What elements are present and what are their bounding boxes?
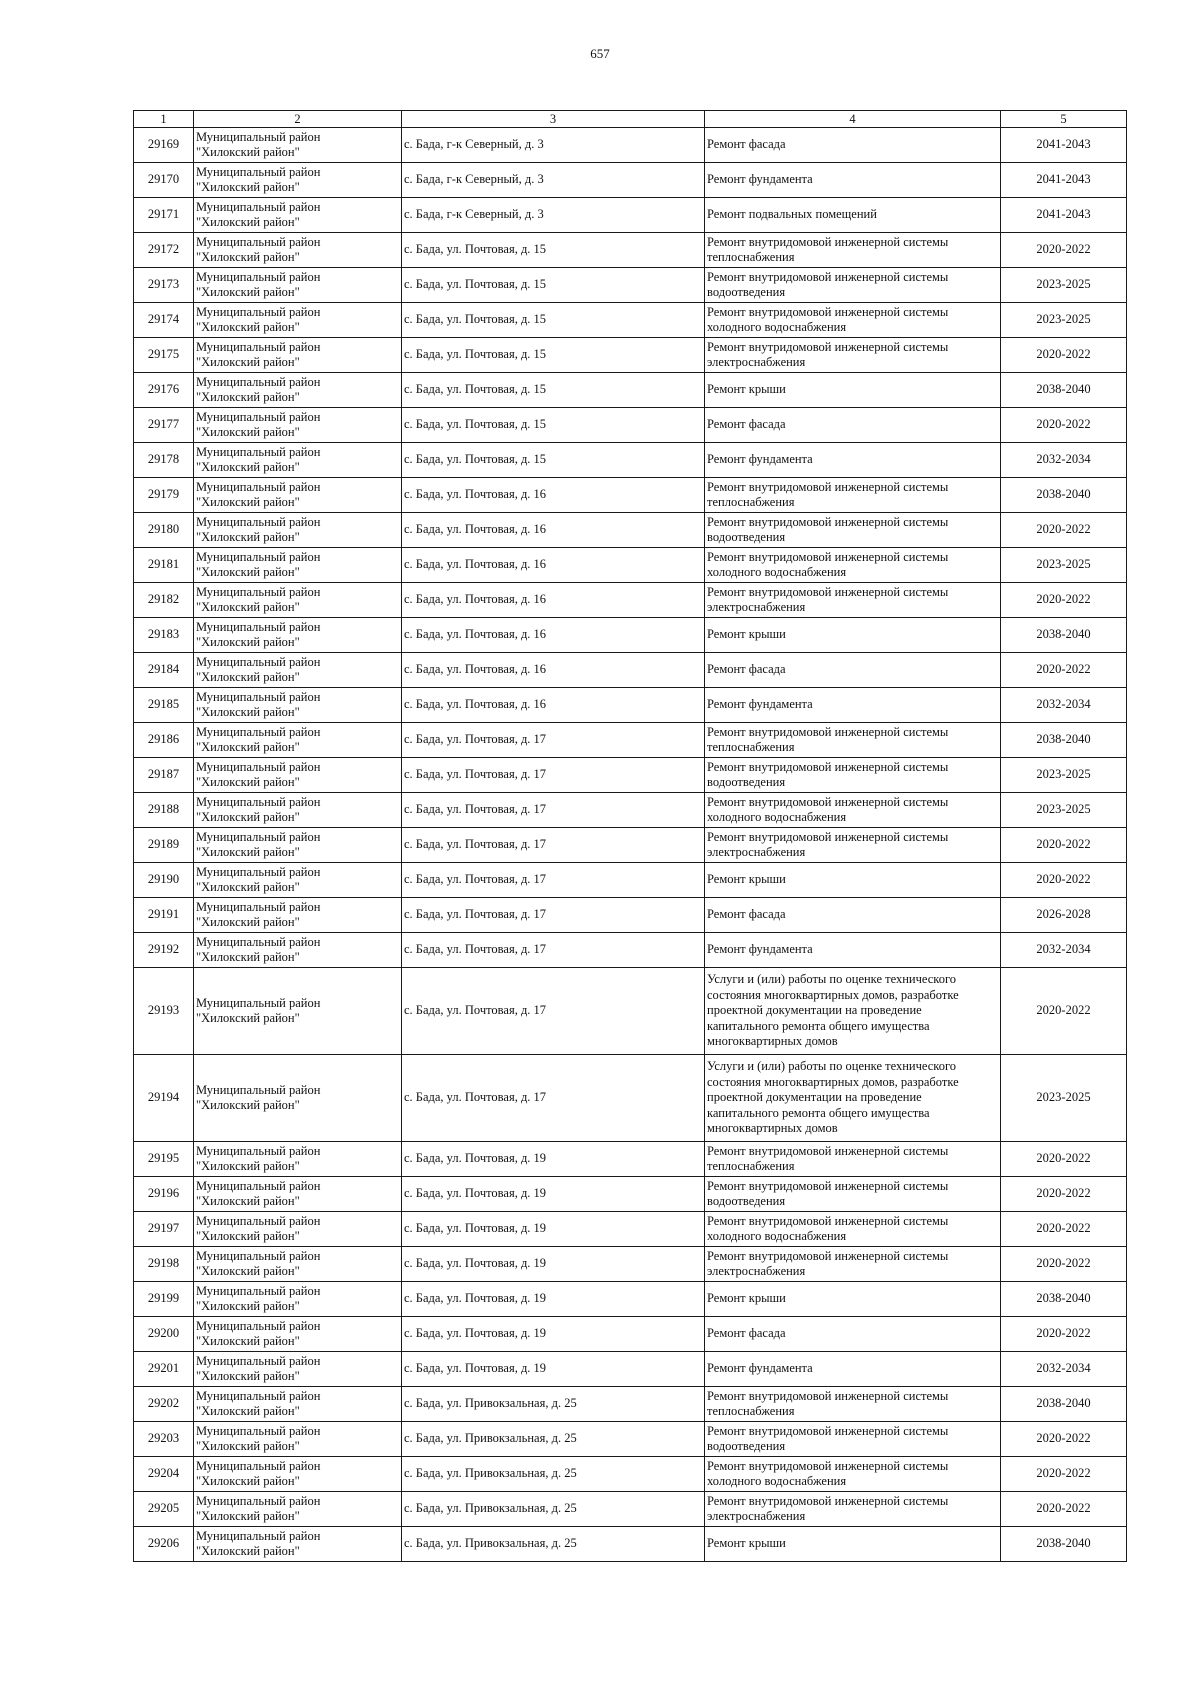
work-type-cell: Ремонт внутридомовой инженерной системы водоотведения [705,1422,1001,1457]
work-type-cell: Ремонт крыши [705,863,1001,898]
row-number-cell: 29191 [134,898,194,933]
municipality-cell: Муниципальный район "Хилокский район" [194,408,402,443]
work-type-cell: Ремонт внутридомовой инженерной системы холодного водоснабжения [705,303,1001,338]
row-number-cell: 29188 [134,793,194,828]
period-cell: 2038-2040 [1001,1527,1127,1562]
table-row [134,1212,1127,1247]
municipality-cell: Муниципальный район "Хилокский район" [194,373,402,408]
period-cell: 2020-2022 [1001,1247,1127,1282]
table-row [134,1422,1127,1457]
row-number-cell: 29202 [134,1387,194,1422]
row-number-cell: 29175 [134,338,194,373]
row-number-cell: 29200 [134,1317,194,1352]
period-cell: 2038-2040 [1001,478,1127,513]
table-row [134,1527,1127,1562]
work-type-cell: Ремонт внутридомовой инженерной системы холодного водоснабжения [705,793,1001,828]
table-row [134,198,1127,233]
municipality-cell: Муниципальный район "Хилокский район" [194,1247,402,1282]
work-type-cell: Ремонт внутридомовой инженерной системы водоотведения [705,513,1001,548]
period-cell: 2032-2034 [1001,688,1127,723]
address-cell: с. Бада, ул. Почтовая, д. 16 [402,478,705,513]
row-number-cell: 29174 [134,303,194,338]
table-row [134,793,1127,828]
address-cell: с. Бада, ул. Почтовая, д. 19 [402,1317,705,1352]
table-body [134,128,1127,1562]
work-type-cell: Ремонт крыши [705,373,1001,408]
municipality-cell: Муниципальный район "Хилокский район" [194,933,402,968]
period-cell: 2038-2040 [1001,373,1127,408]
work-type-cell: Ремонт фасада [705,1317,1001,1352]
table-row [134,443,1127,478]
municipality-cell: Муниципальный район "Хилокский район" [194,1177,402,1212]
period-cell: 2041-2043 [1001,128,1127,163]
table-row [134,583,1127,618]
address-cell: с. Бада, ул. Почтовая, д. 16 [402,688,705,723]
table-row [134,268,1127,303]
table-row [134,653,1127,688]
table-row [134,968,1127,1055]
row-number-cell: 29184 [134,653,194,688]
address-cell: с. Бада, ул. Почтовая, д. 16 [402,513,705,548]
address-cell: с. Бада, ул. Почтовая, д. 15 [402,373,705,408]
address-cell: с. Бада, ул. Почтовая, д. 15 [402,303,705,338]
row-number-cell: 29169 [134,128,194,163]
period-cell: 2020-2022 [1001,1457,1127,1492]
municipality-cell: Муниципальный район "Хилокский район" [194,548,402,583]
period-cell: 2023-2025 [1001,268,1127,303]
period-cell: 2023-2025 [1001,1055,1127,1142]
work-type-cell: Ремонт фундамента [705,688,1001,723]
municipality-cell: Муниципальный район "Хилокский район" [194,968,402,1055]
municipality-cell: Муниципальный район "Хилокский район" [194,1142,402,1177]
table-row [134,723,1127,758]
table-row [134,863,1127,898]
work-type-cell: Ремонт внутридомовой инженерной системы теплоснабжения [705,723,1001,758]
work-type-cell: Ремонт внутридомовой инженерной системы электроснабжения [705,1247,1001,1282]
period-cell: 2032-2034 [1001,933,1127,968]
row-number-cell: 29193 [134,968,194,1055]
row-number-cell: 29178 [134,443,194,478]
municipality-cell: Муниципальный район "Хилокский район" [194,1422,402,1457]
table-row [134,303,1127,338]
repair-schedule-table [133,110,1127,1562]
municipality-cell: Муниципальный район "Хилокский район" [194,1527,402,1562]
period-cell: 2023-2025 [1001,303,1127,338]
row-number-cell: 29189 [134,828,194,863]
address-cell: с. Бада, ул. Привокзальная, д. 25 [402,1492,705,1527]
municipality-cell: Муниципальный район "Хилокский район" [194,443,402,478]
table-row [134,1457,1127,1492]
address-cell: с. Бада, ул. Привокзальная, д. 25 [402,1422,705,1457]
address-cell: с. Бада, ул. Почтовая, д. 15 [402,268,705,303]
period-cell: 2020-2022 [1001,408,1127,443]
table-row [134,1247,1127,1282]
work-type-cell: Ремонт внутридомовой инженерной системы теплоснабжения [705,1387,1001,1422]
row-number-cell: 29198 [134,1247,194,1282]
address-cell: с. Бада, ул. Почтовая, д. 15 [402,408,705,443]
municipality-cell: Муниципальный район "Хилокский район" [194,268,402,303]
period-cell: 2020-2022 [1001,233,1127,268]
address-cell: с. Бада, ул. Почтовая, д. 17 [402,898,705,933]
table-row [134,373,1127,408]
table-row [134,933,1127,968]
municipality-cell: Муниципальный район "Хилокский район" [194,758,402,793]
period-cell: 2020-2022 [1001,338,1127,373]
period-cell: 2020-2022 [1001,513,1127,548]
period-cell: 2038-2040 [1001,723,1127,758]
municipality-cell: Муниципальный район "Хилокский район" [194,898,402,933]
period-cell: 2032-2034 [1001,1352,1127,1387]
address-cell: с. Бада, ул. Почтовая, д. 17 [402,968,705,1055]
period-cell: 2020-2022 [1001,653,1127,688]
period-cell: 2020-2022 [1001,1492,1127,1527]
address-cell: с. Бада, ул. Почтовая, д. 17 [402,828,705,863]
address-cell: с. Бада, ул. Почтовая, д. 19 [402,1142,705,1177]
period-cell: 2032-2034 [1001,443,1127,478]
work-type-cell: Ремонт внутридомовой инженерной системы холодного водоснабжения [705,1457,1001,1492]
work-type-cell: Ремонт внутридомовой инженерной системы электроснабжения [705,338,1001,373]
address-cell: с. Бада, ул. Почтовая, д. 19 [402,1177,705,1212]
address-cell: с. Бада, г-к Северный, д. 3 [402,128,705,163]
municipality-cell: Муниципальный район "Хилокский район" [194,303,402,338]
work-type-cell: Услуги и (или) работы по оценке технического состояния многоквартирных домов, разработке проектной документации на проведение капитального ремонта общего имущества многоквартирных домов [705,1055,1001,1142]
row-number-cell: 29179 [134,478,194,513]
period-cell: 2020-2022 [1001,1422,1127,1457]
period-cell: 2023-2025 [1001,793,1127,828]
address-cell: с. Бада, ул. Почтовая, д. 15 [402,443,705,478]
row-number-cell: 29180 [134,513,194,548]
address-cell: с. Бада, ул. Привокзальная, д. 25 [402,1387,705,1422]
period-cell: 2020-2022 [1001,968,1127,1055]
municipality-cell: Муниципальный район "Хилокский район" [194,1212,402,1247]
row-number-cell: 29187 [134,758,194,793]
column-header: 2 [194,111,402,128]
municipality-cell: Муниципальный район "Хилокский район" [194,723,402,758]
table-row [134,1492,1127,1527]
municipality-cell: Муниципальный район "Хилокский район" [194,653,402,688]
table-row [134,548,1127,583]
period-cell: 2023-2025 [1001,548,1127,583]
period-cell: 2038-2040 [1001,1282,1127,1317]
row-number-cell: 29201 [134,1352,194,1387]
period-cell: 2020-2022 [1001,828,1127,863]
table-row [134,828,1127,863]
row-number-cell: 29172 [134,233,194,268]
municipality-cell: Муниципальный район "Хилокский район" [194,688,402,723]
address-cell: с. Бада, ул. Почтовая, д. 17 [402,1055,705,1142]
municipality-cell: Муниципальный район "Хилокский район" [194,863,402,898]
row-number-cell: 29176 [134,373,194,408]
address-cell: с. Бада, ул. Почтовая, д. 19 [402,1212,705,1247]
municipality-cell: Муниципальный район "Хилокский район" [194,128,402,163]
municipality-cell: Муниципальный район "Хилокский район" [194,618,402,653]
work-type-cell: Ремонт внутридомовой инженерной системы теплоснабжения [705,478,1001,513]
table-row [134,338,1127,373]
table-row [134,128,1127,163]
address-cell: с. Бада, ул. Почтовая, д. 16 [402,548,705,583]
row-number-cell: 29203 [134,1422,194,1457]
work-type-cell: Ремонт внутридомовой инженерной системы холодного водоснабжения [705,1212,1001,1247]
table-row [134,233,1127,268]
work-type-cell: Ремонт фундамента [705,443,1001,478]
work-type-cell: Ремонт фундамента [705,1352,1001,1387]
table-row [134,1055,1127,1142]
column-header: 3 [402,111,705,128]
period-cell: 2020-2022 [1001,1212,1127,1247]
address-cell: с. Бада, ул. Почтовая, д. 16 [402,618,705,653]
municipality-cell: Муниципальный район "Хилокский район" [194,1492,402,1527]
work-type-cell: Ремонт фасада [705,653,1001,688]
address-cell: с. Бада, ул. Почтовая, д. 17 [402,758,705,793]
table-row [134,1387,1127,1422]
work-type-cell: Ремонт крыши [705,618,1001,653]
row-number-cell: 29186 [134,723,194,758]
municipality-cell: Муниципальный район "Хилокский район" [194,1457,402,1492]
work-type-cell: Ремонт фундамента [705,163,1001,198]
row-number-cell: 29197 [134,1212,194,1247]
work-type-cell: Ремонт внутридомовой инженерной системы электроснабжения [705,1492,1001,1527]
row-number-cell: 29206 [134,1527,194,1562]
period-cell: 2038-2040 [1001,1387,1127,1422]
address-cell: с. Бада, ул. Почтовая, д. 15 [402,338,705,373]
row-number-cell: 29181 [134,548,194,583]
table-row [134,1317,1127,1352]
municipality-cell: Муниципальный район "Хилокский район" [194,793,402,828]
period-cell: 2026-2028 [1001,898,1127,933]
municipality-cell: Муниципальный район "Хилокский район" [194,828,402,863]
address-cell: с. Бада, ул. Почтовая, д. 17 [402,863,705,898]
row-number-cell: 29185 [134,688,194,723]
table-row [134,618,1127,653]
work-type-cell: Ремонт внутридомовой инженерной системы водоотведения [705,268,1001,303]
address-cell: с. Бада, ул. Почтовая, д. 16 [402,653,705,688]
row-number-cell: 29190 [134,863,194,898]
row-number-cell: 29182 [134,583,194,618]
address-cell: с. Бада, г-к Северный, д. 3 [402,198,705,233]
period-cell: 2041-2043 [1001,198,1127,233]
row-number-cell: 29171 [134,198,194,233]
work-type-cell: Ремонт внутридомовой инженерной системы теплоснабжения [705,233,1001,268]
period-cell: 2041-2043 [1001,163,1127,198]
row-number-cell: 29177 [134,408,194,443]
row-number-cell: 29195 [134,1142,194,1177]
table-row [134,478,1127,513]
address-cell: с. Бада, ул. Почтовая, д. 19 [402,1352,705,1387]
address-cell: с. Бада, ул. Привокзальная, д. 25 [402,1457,705,1492]
table-row [134,688,1127,723]
municipality-cell: Муниципальный район "Хилокский район" [194,338,402,373]
municipality-cell: Муниципальный район "Хилокский район" [194,1352,402,1387]
address-cell: с. Бада, ул. Почтовая, д. 19 [402,1282,705,1317]
period-cell: 2020-2022 [1001,1142,1127,1177]
work-type-cell: Ремонт фундамента [705,933,1001,968]
work-type-cell: Ремонт фасада [705,898,1001,933]
column-header: 4 [705,111,1001,128]
work-type-cell: Ремонт фасада [705,128,1001,163]
address-cell: с. Бада, ул. Почтовая, д. 17 [402,723,705,758]
row-number-cell: 29194 [134,1055,194,1142]
address-cell: с. Бада, ул. Почтовая, д. 17 [402,793,705,828]
address-cell: с. Бада, ул. Почтовая, д. 16 [402,583,705,618]
municipality-cell: Муниципальный район "Хилокский район" [194,163,402,198]
table-row [134,898,1127,933]
period-cell: 2023-2025 [1001,758,1127,793]
work-type-cell: Ремонт внутридомовой инженерной системы электроснабжения [705,828,1001,863]
row-number-cell: 29204 [134,1457,194,1492]
work-type-cell: Ремонт крыши [705,1282,1001,1317]
work-type-cell: Услуги и (или) работы по оценке технического состояния многоквартирных домов, разработке проектной документации на проведение капитального ремонта общего имущества многоквартирных домов [705,968,1001,1055]
table-row [134,408,1127,443]
row-number-cell: 29173 [134,268,194,303]
municipality-cell: Муниципальный район "Хилокский район" [194,1055,402,1142]
work-type-cell: Ремонт фасада [705,408,1001,443]
municipality-cell: Муниципальный район "Хилокский район" [194,478,402,513]
address-cell: с. Бада, ул. Почтовая, д. 15 [402,233,705,268]
municipality-cell: Муниципальный район "Хилокский район" [194,513,402,548]
row-number-cell: 29192 [134,933,194,968]
column-header: 5 [1001,111,1127,128]
municipality-cell: Муниципальный район "Хилокский район" [194,198,402,233]
work-type-cell: Ремонт внутридомовой инженерной системы электроснабжения [705,583,1001,618]
municipality-cell: Муниципальный район "Хилокский район" [194,1387,402,1422]
address-cell: с. Бада, ул. Почтовая, д. 17 [402,933,705,968]
row-number-cell: 29183 [134,618,194,653]
row-number-cell: 29205 [134,1492,194,1527]
column-number-row [134,111,1127,128]
address-cell: с. Бада, ул. Почтовая, д. 19 [402,1247,705,1282]
table-row [134,1352,1127,1387]
table-row [134,1177,1127,1212]
period-cell: 2020-2022 [1001,863,1127,898]
work-type-cell: Ремонт внутридомовой инженерной системы теплоснабжения [705,1142,1001,1177]
address-cell: с. Бада, ул. Привокзальная, д. 25 [402,1527,705,1562]
table-row [134,758,1127,793]
table-row [134,1282,1127,1317]
row-number-cell: 29199 [134,1282,194,1317]
page-number: 657 [590,46,610,61]
period-cell: 2020-2022 [1001,583,1127,618]
work-type-cell: Ремонт внутридомовой инженерной системы водоотведения [705,758,1001,793]
municipality-cell: Муниципальный район "Хилокский район" [194,233,402,268]
municipality-cell: Муниципальный район "Хилокский район" [194,1282,402,1317]
table-row [134,163,1127,198]
row-number-cell: 29196 [134,1177,194,1212]
municipality-cell: Муниципальный район "Хилокский район" [194,1317,402,1352]
municipality-cell: Муниципальный район "Хилокский район" [194,583,402,618]
address-cell: с. Бада, г-к Северный, д. 3 [402,163,705,198]
column-header: 1 [134,111,194,128]
work-type-cell: Ремонт внутридомовой инженерной системы холодного водоснабжения [705,548,1001,583]
work-type-cell: Ремонт крыши [705,1527,1001,1562]
table-row [134,1142,1127,1177]
work-type-cell: Ремонт внутридомовой инженерной системы водоотведения [705,1177,1001,1212]
row-number-cell: 29170 [134,163,194,198]
period-cell: 2020-2022 [1001,1177,1127,1212]
period-cell: 2020-2022 [1001,1317,1127,1352]
table-row [134,513,1127,548]
period-cell: 2038-2040 [1001,618,1127,653]
work-type-cell: Ремонт подвальных помещений [705,198,1001,233]
